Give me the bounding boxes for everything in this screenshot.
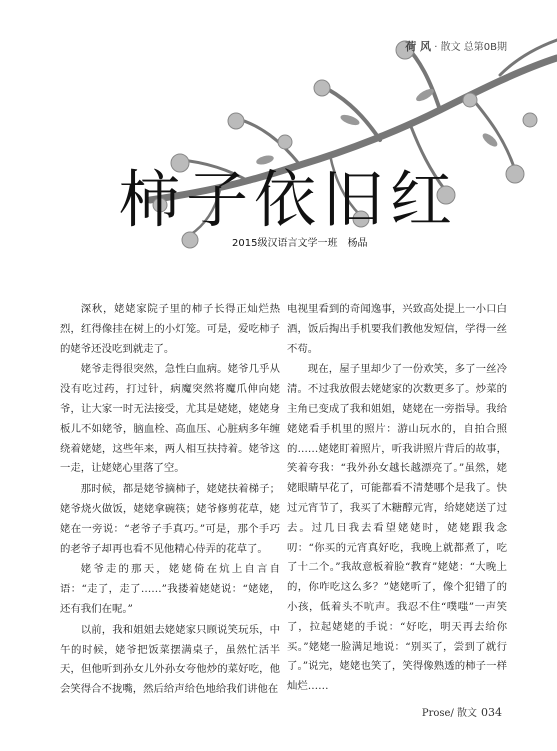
byline <box>232 234 377 249</box>
paragraph: 姥爷走得很突然，急性白血病。姥爷几乎从没有吃过药，打过针，病魔突然将魔爪伸向姥爷，让大家一时无法接受，尤其是姥姥，姥姥身板儿不如姥爷，脑血栓、高血压、心脏病多年缠绕着姥姥，这些年来，两人相互扶持着。姥爷这一走，让姥姥心里落了空。 <box>60 363 280 475</box>
paragraph: 姥爷走的那天，姥姥倚在炕上自言自语：“走了，走了……”我搂着姥姥说：“姥姥，还有我们在呢。” <box>60 563 280 615</box>
paragraph: 那时候，都是姥爷摘柿子，姥姥扶着梯子；姥爷烧火做饭，姥姥拿碗筷；姥爷修剪花草，姥姥在一旁说：“老爷子手真巧。”可是，那个手巧的老爷子却再也看不见他精心侍弄的花草了。 <box>60 483 280 555</box>
magazine-brand: 荷 风 <box>405 40 432 53</box>
paragraph: 现在，屋子里却少了一份欢笑，多了一丝冷清。不过我放假去姥姥家的次数更多了。炒菜的主角已变成了我和姐姐，姥姥在一旁指导。我给姥姥看手机里的照片：游山玩水的，自拍合照的……姥姥盯着照片，听我讲照片背后的故事，笑着夸我：“我外孙女越长越漂亮了。”虽然，姥姥眼睛早花了，可能都看不清楚哪个是我了。快过元宵节了，我买了木糖醇元宵，给姥姥送了过去。过几日我去看望姥姥时，姥姥跟我念叨：“你买的元宵真好吃，我晚上就都煮了，吃了十二个。”我故意板着脸“教育”姥姥：“大晚上的，你咋吃这么多？”姥姥听了，像个犯错了的小孩，低着头不吭声。我忍不住“噗嗤”一声笑了，拉起姥姥的手说：“好吃，明天再去给你买。”姥姥一脸满足地说：“别买了，尝到了就行了。”说完，姥姥也笑了，笑得像熟透的柿子一样灿烂…… <box>287 363 507 693</box>
body-column-right <box>287 300 507 698</box>
paragraph: 以前，我和姐姐去姥姥家只顾说笑玩乐，中午的时候，姥爷把饭菜摆满桌子，虽然忙活半天，但他听到孙女儿外孙女夸他炒的菜好吃，他会笑得合不拢嘴，然后给声给色地给我们讲他在 <box>60 623 280 696</box>
author-name: 杨晶 <box>347 238 368 249</box>
article-title: 柿子依旧红 <box>118 163 459 236</box>
author-class: 2015级汉语言文学一班 <box>232 238 338 249</box>
body-column-left <box>60 300 280 701</box>
section-name: · 散文 <box>434 42 461 53</box>
footer-label: Prose/ 散文 <box>421 708 477 719</box>
page-footer <box>422 704 502 719</box>
paragraph: 电视里看到的奇闻逸事，兴致高处提上一小口白酒，饭后掏出手机要我们教他发短信，学得一丝不苟。 <box>287 303 507 355</box>
page-number: 034 <box>481 706 502 719</box>
running-header <box>405 38 507 54</box>
issue-number: 总第0B期 <box>463 42 507 53</box>
paragraph: 深秋，姥姥家院子里的柿子长得正灿烂热烈，红得像挂在树上的小灯笼。可是，爱吃柿子的姥爷还没吃到就走了。 <box>60 303 280 355</box>
